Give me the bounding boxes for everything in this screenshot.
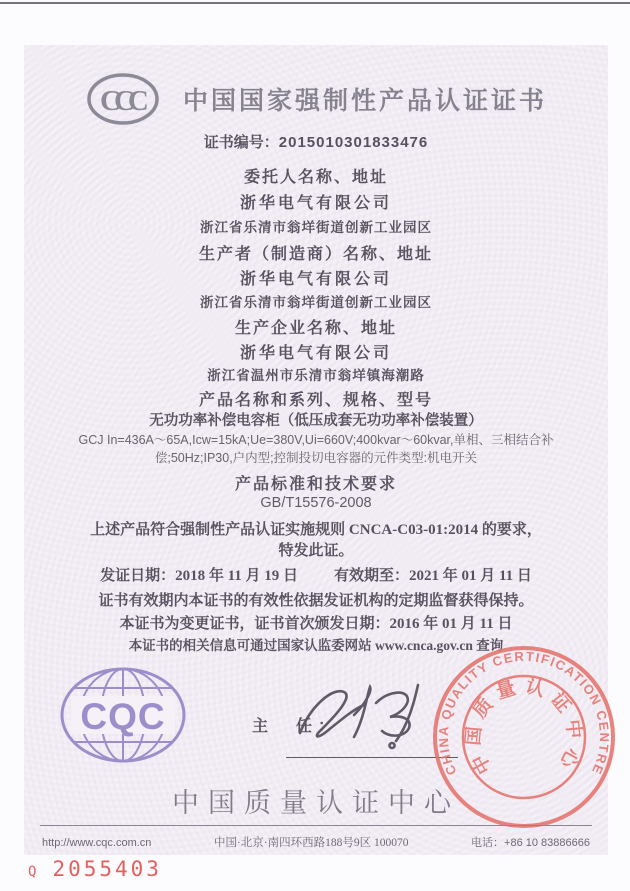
factory-heading: 生产企业名称、地址 xyxy=(234,320,397,337)
manufacturer-name: 浙华电气有限公司 xyxy=(239,271,392,288)
product-name: 无功功率补偿电容柜（低压成套无功功率补偿装置） xyxy=(149,413,483,429)
issue-date: 发证日期：2018 年 11 月 19 日 xyxy=(100,568,298,584)
certificate-number xyxy=(24,131,608,152)
validity-note: 证书有效期内本证书的有效性依据发证机构的定期监督获得保持。 xyxy=(98,593,534,609)
serial-number xyxy=(28,857,162,881)
certificate-header xyxy=(24,71,608,127)
svg-text:CHINA QUALITY CERTIFICATION: CHINA QUALITY CERTIFICATION CENTRE xyxy=(435,648,613,778)
applicant-address: 浙江省乐清市翁垟街道创新工业园区 xyxy=(200,220,432,235)
certificate-number-label: 证书编号： xyxy=(203,135,279,151)
cqc-logo-icon xyxy=(57,665,189,765)
factory-name: 浙华电气有限公司 xyxy=(239,345,392,362)
statement-line1: 上述产品符合强制性产品认证实施规则 CNCA-C03-01:2014 的要求， xyxy=(90,522,542,538)
product-spec-line2: 偿;50Hz;IP30,户内型;控制投切电容器的元件类型:机电开关 xyxy=(154,451,478,465)
ccc-logo-icon xyxy=(85,71,161,127)
manufacturer-heading: 生产者（制造商）名称、地址 xyxy=(198,246,433,263)
product-spec-line1: GCJ In=436A～65A,Icw=15kA;Ue=380V,Ui=660V;400kvar～60kvar,单相、三相结合补 xyxy=(78,433,554,447)
footer-address: 中国·北京·南四环西路188号9区 100070 xyxy=(213,837,409,849)
footer-rule xyxy=(40,825,592,826)
serial-digits: 2055403 xyxy=(52,857,162,881)
product-heading: 产品名称和系列、规格、型号 xyxy=(198,392,433,409)
change-note: 本证书为变更证书，证书首次颁发日期：2016 年 01 月 11 日 xyxy=(119,616,513,632)
certificate-paper xyxy=(24,45,613,855)
svg-text:CCC: CCC xyxy=(99,85,142,117)
issuer-name: 中国质量认证中心 xyxy=(172,788,460,818)
applicant-name: 浙华电气有限公司 xyxy=(239,195,392,212)
director-label: 主 任： xyxy=(252,718,341,735)
applicant-heading: 委托人名称、地址 xyxy=(243,169,388,186)
info-note: 本证书的相关信息可通过国家认监委网站 www.cnca.gov.cn 查询 xyxy=(128,638,504,653)
svg-text:CQC: CQC xyxy=(80,696,166,737)
footer-website: http://www.cqc.com.cn xyxy=(42,837,152,849)
statement-line2: 特发此证。 xyxy=(278,543,354,559)
serial-prefix: Q xyxy=(28,864,37,880)
svg-text:中国质量认证中心: 中国质量认证中心 xyxy=(463,675,585,778)
manufacturer-address: 浙江省乐清市翁垟街道创新工业园区 xyxy=(200,295,432,310)
expiry-date: 有效期至：2021 年 01 月 11 日 xyxy=(334,568,532,584)
certificate-number-value: 2015010301833476 xyxy=(278,134,429,151)
scan-edge xyxy=(0,2,630,4)
footer-row xyxy=(42,834,590,850)
standard-value: GB/T15576-2008 xyxy=(260,495,372,511)
certificate-title: 中国国家强制性产品认证证书 xyxy=(182,87,547,115)
factory-address: 浙江省温州市乐清市翁垟镇海潮路 xyxy=(207,368,425,383)
standard-heading: 产品标准和技术要求 xyxy=(234,476,397,493)
dates-row xyxy=(24,564,608,585)
footer-phone: 电话：+86 10 83886666 xyxy=(471,837,590,849)
